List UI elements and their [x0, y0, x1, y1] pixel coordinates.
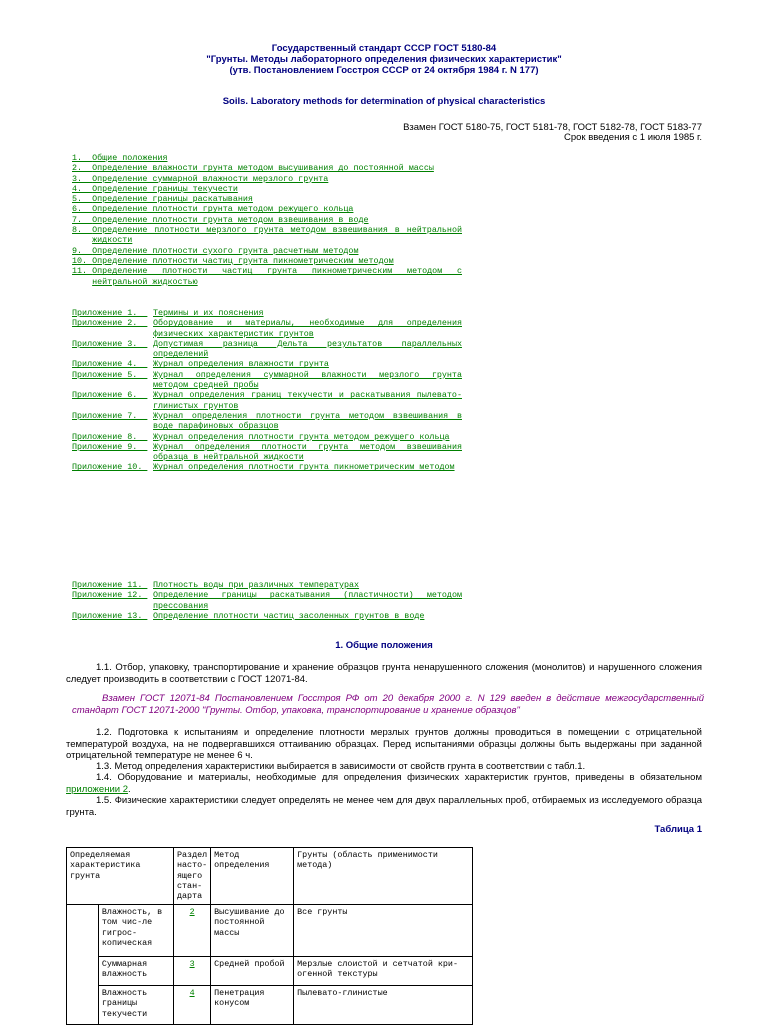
toc-appendices	[72, 308, 462, 473]
toc-appendix-10[interactable]: Приложение 10. Журнал определения плотности грунта пикнометрическим методом	[72, 462, 455, 473]
table-header-cell: Раздел насто-ящего стан-дарта	[174, 848, 211, 905]
toc-appendix-12[interactable]: Приложение 12. Определение границы раскатывания (пластичности) методом прессования	[72, 590, 462, 611]
doc-title-line2: "Грунты. Методы лабораторного определения физических характеристик"	[206, 54, 562, 65]
toc-appendix-7[interactable]: Приложение 7. Журнал определения плотности грунта методом взвешивания в воде парафиновых образцов	[72, 410, 462, 432]
toc-link-6[interactable]: 6. Определение плотности грунта методом режущего кольца	[72, 204, 354, 215]
toc-sections	[72, 153, 462, 287]
section-1-title: 1. Общие положения	[335, 640, 433, 651]
amendment-note: Взамен ГОСТ 12071-84 Постановлением Госстроя РФ от 20 декабря 2000 г. N 129 введен в действие межгосударственный стандарт ГОСТ 12071-2000 "Грунты. Отбор, упаковка, транспортирование и хранение образцов"	[72, 693, 704, 716]
toc-link-3[interactable]: 3. Определение суммарной влажности мерзлого грунта	[72, 173, 329, 184]
toc-link-7[interactable]: 7. Определение плотности грунта методом взвешивания в воде	[72, 214, 369, 225]
doc-title-line3: (утв. Постановлением Госстроя СССР от 24 октября 1984 г. N 177)	[229, 65, 539, 76]
toc-appendix-6[interactable]: Приложение 6. Журнал определения границ текучести и раскатывания пылевато-глинистых грунтов	[72, 390, 462, 411]
table-cell: Высушивание до постоянной массы	[211, 905, 294, 957]
table-cell: Средней пробой	[211, 957, 294, 986]
table-cell: Все грунты	[294, 905, 473, 957]
table-cell: Пылевато-глинистые	[294, 986, 473, 1025]
table-cell: Пенетрация конусом	[211, 986, 294, 1025]
toc-appendix-9[interactable]: Приложение 9. Журнал определения плотности грунта методом взвешивания образца в нейтральной жидкости	[72, 441, 462, 463]
replaces-note: Взамен ГОСТ 5180-75, ГОСТ 5181-78, ГОСТ 5182-78, ГОСТ 5183-77	[403, 122, 702, 133]
toc-link-10[interactable]: 10. Определение плотности частиц грунта пикнометрическим методом	[72, 255, 394, 266]
paragraph-1-4: 1.4. Оборудование и материалы, необходимые для определения физических характеристик грунтов, приведены в обязательном приложении 2.	[66, 772, 702, 795]
toc-appendix-1[interactable]: Приложение 1. Термины и их пояснения	[72, 308, 264, 318]
section-link-4[interactable]: 4	[189, 988, 195, 998]
table-header-row	[67, 848, 473, 905]
toc-appendix-8[interactable]: Приложение 8. Журнал определения плотности грунта методом режущего кольца	[72, 431, 450, 442]
section-link-3[interactable]: 3	[189, 959, 195, 969]
table-header-cell: Грунты (область применимости метода)	[294, 848, 473, 905]
table-cell: Суммарная влажность	[98, 957, 173, 986]
appendix-2-link[interactable]: приложении 2	[66, 783, 128, 795]
paragraph-1-5: 1.5. Физические характеристики следует определять не менее чем для двух параллельных проб, отбираемых из исследуемого образца грунта.	[66, 795, 702, 818]
table-header-cell: Определяемая характеристика грунта	[67, 848, 174, 905]
toc-link-5[interactable]: 5. Определение границы раскатывания	[72, 194, 253, 205]
toc-appendix-11[interactable]: Приложение 11. Плотность воды при различных температурах	[72, 580, 360, 590]
toc-appendix-13[interactable]: Приложение 13. Определение плотности частиц засоленных грунтов в воде	[72, 610, 425, 621]
effective-date: Срок введения с 1 июля 1985 г.	[563, 132, 702, 143]
paragraph-1-3: 1.3. Метод определения характеристики выбирается в зависимости от свойств грунта в соответствии с табл.1.	[96, 761, 586, 772]
toc-appendix-2[interactable]: Приложение 2. Оборудование и материалы, необходимые для определения физических характеристик грунтов	[72, 318, 462, 339]
paragraph-1-1: 1.1. Отбор, упаковку, транспортирование и хранение образцов грунта ненарушенного сложения (монолитов) и нарушенного сложения следует производить в соответствии с ГОСТ 12071-84.	[66, 662, 702, 685]
toc-link-1[interactable]: 1. Общие положения	[72, 153, 168, 163]
table-row	[67, 957, 473, 986]
table-1-caption: Таблица 1	[654, 824, 702, 835]
doc-subtitle: Soils. Laboratory methods for determination of physical characteristics	[222, 96, 546, 107]
toc-link-4[interactable]: 4. Определение границы текучести	[72, 183, 238, 194]
table-cell: Мерзлые слоистой и сетчатой кри-огенной текстуры	[294, 957, 473, 986]
toc-appendix-3[interactable]: Приложение 3. Допустимая разница Дельта результатов параллельных определений	[72, 338, 462, 360]
paragraph-1-2: 1.2. Подготовка к испытаниям и определение плотности мерзлых грунтов должны проводиться в помещении с отрицательной температурой воздуха, на не подвергавшихся оттаиванию образцах. Перед испытаниями образцы должны быть выдержаны при заданной отрицательной температуре не менее 6 ч.	[66, 727, 702, 761]
table-1	[66, 847, 473, 1025]
toc-appendices-extra	[72, 580, 462, 621]
table-row	[67, 986, 473, 1025]
toc-link-9[interactable]: 9. Определение плотности сухого грунта расчетным методом	[72, 245, 359, 256]
toc-appendix-5[interactable]: Приложение 5. Журнал определения суммарной влажности мерзлого грунта методом средней пробы	[72, 369, 462, 391]
toc-link-11[interactable]: 11. Определение плотности частиц грунта пикнометрическим методом с нейтральной жидкостью	[72, 266, 462, 287]
doc-title-line1: Государственный стандарт СССР ГОСТ 5180-84	[271, 43, 497, 54]
table-cell: Влажность, в том чис-ле гигрос-копическая	[98, 905, 173, 957]
toc-link-8[interactable]: 8. Определение плотности мерзлого грунта методом взвешивания в нейтральной жидкости	[72, 225, 462, 246]
table-header-cell: Метод определения	[211, 848, 294, 905]
table-row	[67, 905, 473, 957]
section-link-2[interactable]: 2	[189, 907, 195, 917]
toc-link-2[interactable]: 2. Определение влажности грунта методом высушивания до постоянной массы	[72, 163, 434, 174]
table-cell: Влажность границы текучести	[98, 986, 173, 1025]
toc-appendix-4[interactable]: Приложение 4. Журнал определения влажности грунта	[72, 359, 329, 370]
